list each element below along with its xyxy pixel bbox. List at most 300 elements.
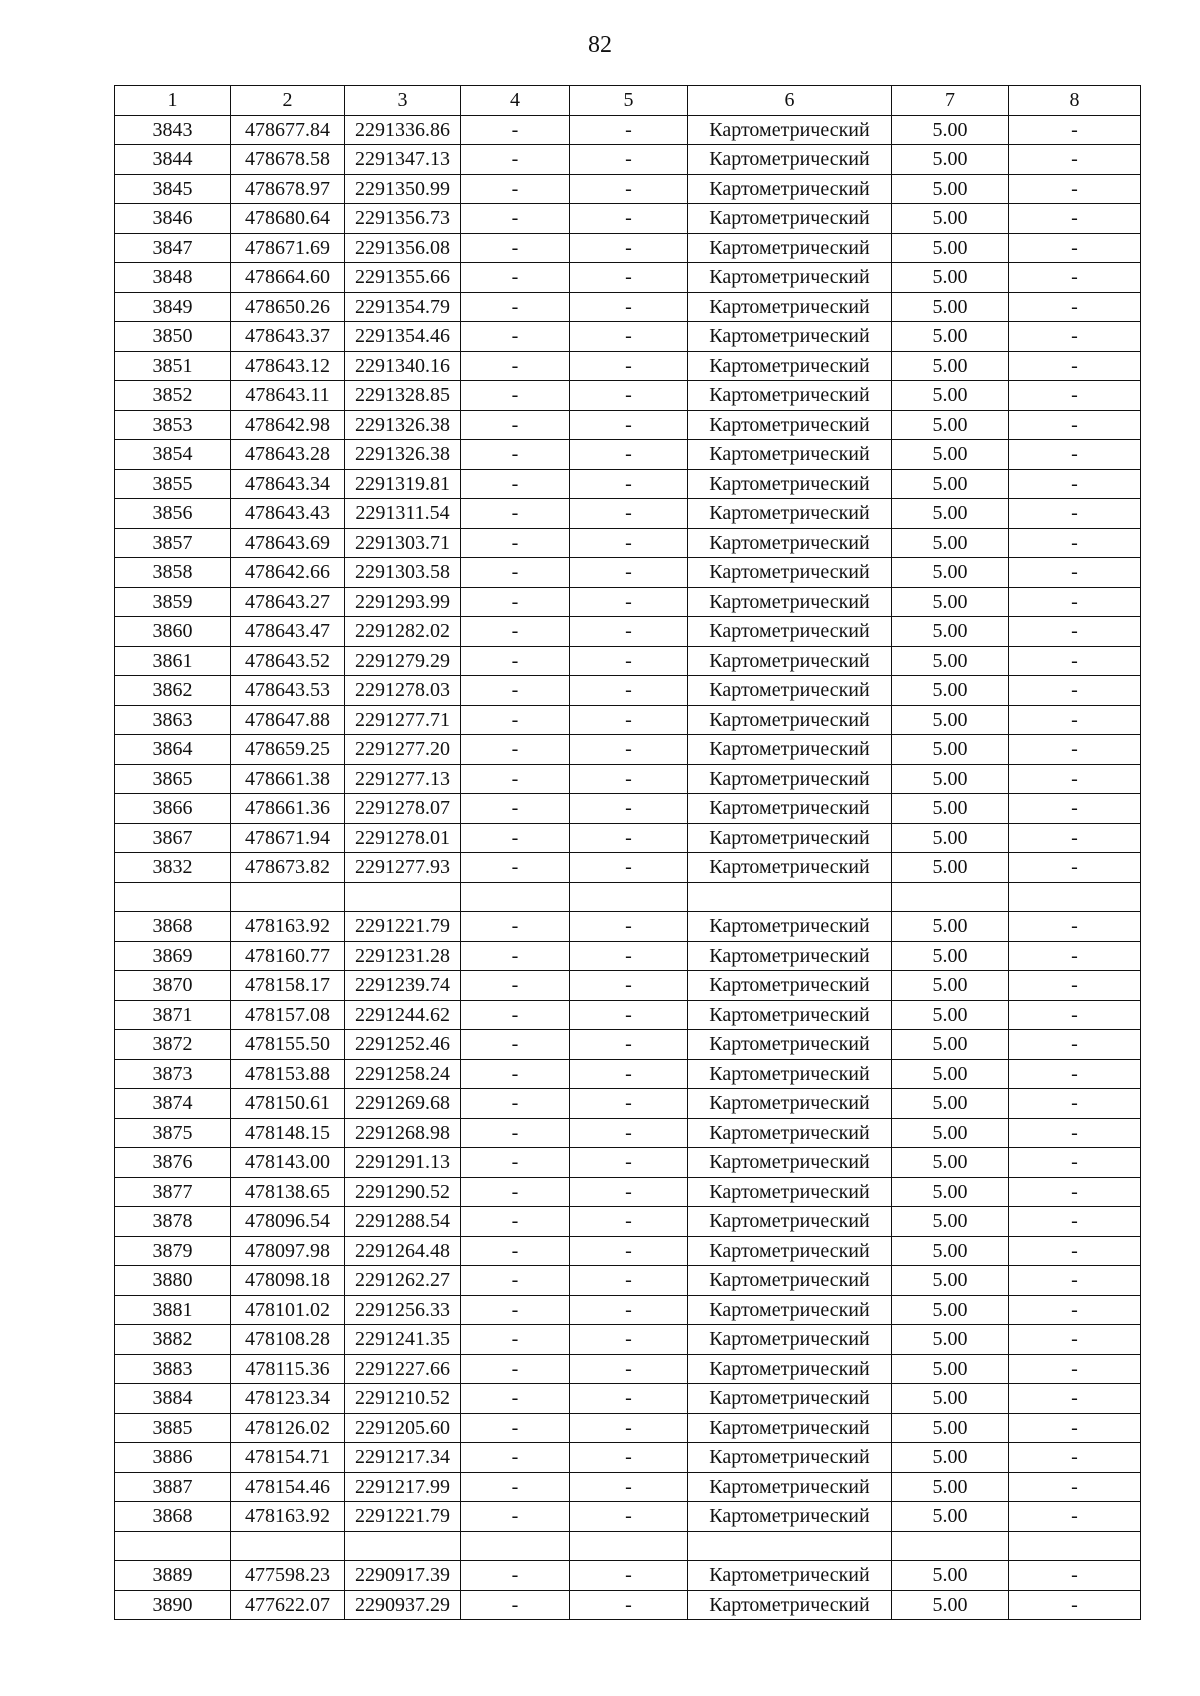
table-row [115,204,1141,234]
table-cell-col-4: - [461,1561,570,1591]
table-cell-col-2: 478650.26 [231,292,345,322]
table-cell-col-8 [1009,882,1141,912]
table-row [115,1295,1141,1325]
table-cell-col-4: - [461,292,570,322]
table-cell-col-4: - [461,676,570,706]
table-cell-col-3: 2291279.29 [345,646,461,676]
table-cell-col-2: 478678.97 [231,174,345,204]
table-separator-row [115,882,1141,912]
table-row [115,1236,1141,1266]
table-cell-col-3: 2291303.58 [345,558,461,588]
table-cell-col-8: - [1009,823,1141,853]
table-cell-col-7: 5.00 [892,853,1009,883]
table-cell-col-1: 3847 [115,233,231,263]
table-cell-col-2: 478138.65 [231,1177,345,1207]
table-cell-col-6: Картометрический [688,1177,892,1207]
table-cell-col-5: - [570,174,688,204]
table-row [115,174,1141,204]
table-cell-col-4: - [461,1000,570,1030]
table-cell-col-8: - [1009,1295,1141,1325]
table-cell-col-3: 2290937.29 [345,1590,461,1620]
table-cell-col-3: 2291290.52 [345,1177,461,1207]
table-cell-col-5: - [570,1177,688,1207]
table-cell-col-8: - [1009,587,1141,617]
table-cell-col-2: 478643.37 [231,322,345,352]
table-cell-col-4: - [461,1118,570,1148]
table-cell-col-6: Картометрический [688,1295,892,1325]
table-cell-col-6: Картометрический [688,233,892,263]
table-cell-col-7: 5.00 [892,292,1009,322]
table-cell-col-5: - [570,528,688,558]
table-row [115,1030,1141,1060]
column-header-1: 1 [115,86,231,116]
table-row [115,794,1141,824]
table-cell-col-2: 478643.43 [231,499,345,529]
table-cell-col-6: Картометрический [688,351,892,381]
table-cell-col-5: - [570,705,688,735]
table-cell-col-8: - [1009,971,1141,1001]
table-cell-col-6: Картометрический [688,115,892,145]
table-cell-col-5: - [570,735,688,765]
table-cell-col-1: 3860 [115,617,231,647]
table-cell-col-6: Картометрический [688,764,892,794]
table-cell-col-4: - [461,1266,570,1296]
table-row [115,1207,1141,1237]
table-cell-col-7: 5.00 [892,1384,1009,1414]
table-cell-col-3: 2291217.99 [345,1472,461,1502]
table-cell-col-8: - [1009,1059,1141,1089]
table-row [115,1472,1141,1502]
table-cell-col-4: - [461,528,570,558]
table-cell-col-6: Картометрический [688,1325,892,1355]
table-cell-col-6: Картометрический [688,1561,892,1591]
table-cell-col-4: - [461,558,570,588]
table-cell-col-1: 3849 [115,292,231,322]
table-cell-col-1: 3881 [115,1295,231,1325]
table-row [115,1118,1141,1148]
table-cell-col-6: Картометрический [688,499,892,529]
table-cell-col-7: 5.00 [892,381,1009,411]
table-cell-col-4: - [461,912,570,942]
table-cell-col-6: Картометрический [688,705,892,735]
table-cell-col-5: - [570,381,688,411]
table-cell-col-4: - [461,1502,570,1532]
table-cell-col-7: 5.00 [892,1413,1009,1443]
table-cell-col-1: 3866 [115,794,231,824]
table-row [115,292,1141,322]
table-cell-col-1: 3879 [115,1236,231,1266]
table-cell-col-8: - [1009,558,1141,588]
table-cell-col-4: - [461,587,570,617]
table-cell-col-6: Картометрический [688,1118,892,1148]
table-cell-col-1: 3875 [115,1118,231,1148]
table-cell-col-4: - [461,1590,570,1620]
table-row [115,1000,1141,1030]
table-cell-col-1: 3868 [115,1502,231,1532]
table-cell-col-2: 478163.92 [231,1502,345,1532]
table-cell-col-8: - [1009,381,1141,411]
table-row [115,469,1141,499]
table-cell-col-5: - [570,440,688,470]
table-cell-col-2: 478647.88 [231,705,345,735]
table-row [115,676,1141,706]
table-cell-col-4: - [461,941,570,971]
table-cell-col-4: - [461,499,570,529]
table-cell-col-5: - [570,764,688,794]
table-cell-col-6: Картометрический [688,1000,892,1030]
table-cell-col-8: - [1009,1118,1141,1148]
table-cell-col-3: 2291205.60 [345,1413,461,1443]
table-cell-col-5: - [570,1472,688,1502]
table-separator-row [115,1531,1141,1561]
table-cell-col-7: 5.00 [892,233,1009,263]
table-cell-col-8: - [1009,1354,1141,1384]
table-body [115,115,1141,1620]
table-cell-col-7: 5.00 [892,558,1009,588]
table-cell-col-3: 2291239.74 [345,971,461,1001]
table-cell-col-4: - [461,1295,570,1325]
table-row [115,1502,1141,1532]
table-cell-col-4: - [461,440,570,470]
table-cell-col-3: 2291217.34 [345,1443,461,1473]
table-cell-col-3 [345,1531,461,1561]
table-cell-col-1: 3887 [115,1472,231,1502]
table-cell-col-7: 5.00 [892,1118,1009,1148]
table-cell-col-1: 3869 [115,941,231,971]
table-cell-col-8: - [1009,1177,1141,1207]
table-cell-col-6: Картометрический [688,1148,892,1178]
table-cell-col-1: 3886 [115,1443,231,1473]
table-cell-col-3: 2291354.79 [345,292,461,322]
table-cell-col-8: - [1009,735,1141,765]
table-cell-col-7: 5.00 [892,1325,1009,1355]
table-row [115,764,1141,794]
table-cell-col-1: 3832 [115,853,231,883]
table-cell-col-2: 478143.00 [231,1148,345,1178]
table-cell-col-6: Картометрический [688,1443,892,1473]
table-cell-col-1: 3845 [115,174,231,204]
table-cell-col-2: 478680.64 [231,204,345,234]
table-cell-col-7: 5.00 [892,971,1009,1001]
table-cell-col-8: - [1009,912,1141,942]
table-cell-col-6: Картометрический [688,794,892,824]
table-cell-col-2: 478642.66 [231,558,345,588]
table-cell-col-6: Картометрический [688,528,892,558]
table-cell-col-4: - [461,204,570,234]
table-cell-col-6 [688,1531,892,1561]
table-cell-col-8: - [1009,1000,1141,1030]
table-cell-col-4: - [461,174,570,204]
table-cell-col-7: 5.00 [892,351,1009,381]
table-row [115,233,1141,263]
table-cell-col-8: - [1009,204,1141,234]
column-header-4: 4 [461,86,570,116]
table-cell-col-5: - [570,1207,688,1237]
table-cell-col-2: 478643.53 [231,676,345,706]
table-cell-col-3: 2291277.93 [345,853,461,883]
table-cell-col-7: 5.00 [892,263,1009,293]
table-cell-col-4: - [461,233,570,263]
table-cell-col-8: - [1009,853,1141,883]
table-cell-col-1: 3858 [115,558,231,588]
table-cell-col-7: 5.00 [892,1443,1009,1473]
table-cell-col-2: 478677.84 [231,115,345,145]
table-cell-col-6: Картометрический [688,587,892,617]
table-cell-col-8: - [1009,941,1141,971]
table-cell-col-7: 5.00 [892,764,1009,794]
table-cell-col-4: - [461,322,570,352]
table-cell-col-4: - [461,1236,570,1266]
table-cell-col-8: - [1009,1089,1141,1119]
table-cell-col-6: Картометрический [688,263,892,293]
table-cell-col-2: 478153.88 [231,1059,345,1089]
table-cell-col-6: Картометрический [688,735,892,765]
table-cell-col-7: 5.00 [892,587,1009,617]
table-cell-col-6: Картометрический [688,1502,892,1532]
table-cell-col-3: 2291221.79 [345,1502,461,1532]
page-number: 82 [588,32,612,58]
table-cell-col-3: 2291355.66 [345,263,461,293]
table-cell-col-1: 3844 [115,145,231,175]
table-cell-col-1: 3850 [115,322,231,352]
table-row [115,410,1141,440]
table-cell-col-2: 478643.11 [231,381,345,411]
table-cell-col-1: 3874 [115,1089,231,1119]
table-cell-col-2 [231,882,345,912]
table-cell-col-5: - [570,204,688,234]
table-cell-col-1: 3855 [115,469,231,499]
table-cell-col-3: 2291210.52 [345,1384,461,1414]
table-cell-col-1: 3862 [115,676,231,706]
table-cell-col-4: - [461,646,570,676]
table-cell-col-5: - [570,1118,688,1148]
table-cell-col-2: 477598.23 [231,1561,345,1591]
table-cell-col-4: - [461,145,570,175]
table-cell-col-6: Картометрический [688,469,892,499]
table-cell-col-7: 5.00 [892,1502,1009,1532]
table-cell-col-3: 2291288.54 [345,1207,461,1237]
table-cell-col-3: 2291278.07 [345,794,461,824]
table-cell-col-8: - [1009,263,1141,293]
table-cell-col-3: 2291311.54 [345,499,461,529]
table-cell-col-2: 478643.27 [231,587,345,617]
table-cell-col-5: - [570,499,688,529]
table-cell-col-5: - [570,263,688,293]
table-cell-col-2: 478643.12 [231,351,345,381]
table-cell-col-8: - [1009,764,1141,794]
table-cell-col-1 [115,1531,231,1561]
table-cell-col-7: 5.00 [892,1354,1009,1384]
table-cell-col-7: 5.00 [892,1590,1009,1620]
table-cell-col-1: 3873 [115,1059,231,1089]
table-cell-col-4: - [461,1089,570,1119]
table-cell-col-6: Картометрический [688,1059,892,1089]
table-cell-col-1: 3864 [115,735,231,765]
table-cell-col-5: - [570,145,688,175]
table-cell-col-2: 478671.69 [231,233,345,263]
column-header-8: 8 [1009,86,1141,116]
table-cell-col-2: 478659.25 [231,735,345,765]
table-cell-col-2: 478148.15 [231,1118,345,1148]
table-cell-col-5: - [570,941,688,971]
table-cell-col-3: 2291347.13 [345,145,461,175]
table-cell-col-5: - [570,469,688,499]
table-row [115,735,1141,765]
table-cell-col-6: Картометрический [688,971,892,1001]
table-cell-col-5: - [570,1354,688,1384]
table-cell-col-7: 5.00 [892,617,1009,647]
table-cell-col-7: 5.00 [892,1266,1009,1296]
table-cell-col-1: 3856 [115,499,231,529]
table-cell-col-6: Картометрический [688,204,892,234]
table-cell-col-3: 2291336.86 [345,115,461,145]
table-cell-col-3: 2291340.16 [345,351,461,381]
table-cell-col-3: 2291244.62 [345,1000,461,1030]
table-row [115,115,1141,145]
table-cell-col-1: 3865 [115,764,231,794]
table-cell-col-2: 478671.94 [231,823,345,853]
table-cell-col-2: 478108.28 [231,1325,345,1355]
table-cell-col-1: 3843 [115,115,231,145]
table-cell-col-2: 478115.36 [231,1354,345,1384]
table-cell-col-8: - [1009,1236,1141,1266]
table-cell-col-3: 2291328.85 [345,381,461,411]
table-cell-col-5: - [570,646,688,676]
table-cell-col-3: 2291291.13 [345,1148,461,1178]
column-header-7: 7 [892,86,1009,116]
table-cell-col-5: - [570,971,688,1001]
table-cell-col-6: Картометрический [688,1413,892,1443]
table-row [115,1177,1141,1207]
table-cell-col-3: 2291241.35 [345,1325,461,1355]
coordinates-table [114,85,1141,1620]
table-cell-col-1: 3889 [115,1561,231,1591]
table-cell-col-6: Картометрический [688,1354,892,1384]
table-cell-col-7: 5.00 [892,145,1009,175]
table-cell-col-8: - [1009,440,1141,470]
table-cell-col-2: 478643.52 [231,646,345,676]
table-cell-col-8: - [1009,499,1141,529]
table-cell-col-1: 3853 [115,410,231,440]
table-cell-col-7: 5.00 [892,174,1009,204]
table-cell-col-7: 5.00 [892,941,1009,971]
table-cell-col-2: 478157.08 [231,1000,345,1030]
table-cell-col-4: - [461,1177,570,1207]
table-cell-col-1: 3877 [115,1177,231,1207]
table-cell-col-6: Картометрический [688,292,892,322]
table-cell-col-8: - [1009,1443,1141,1473]
table-cell-col-5: - [570,1148,688,1178]
table-cell-col-7: 5.00 [892,528,1009,558]
table-cell-col-7: 5.00 [892,1059,1009,1089]
table-cell-col-5 [570,882,688,912]
table-cell-col-1: 3878 [115,1207,231,1237]
table-header-row [115,86,1141,116]
table-cell-col-8: - [1009,676,1141,706]
table-cell-col-1: 3859 [115,587,231,617]
table-row [115,587,1141,617]
table-cell-col-8: - [1009,292,1141,322]
table-cell-col-4: - [461,1384,570,1414]
table-row [115,705,1141,735]
table-cell-col-6: Картометрический [688,440,892,470]
table-cell-col-4: - [461,853,570,883]
table-cell-col-7 [892,1531,1009,1561]
table-cell-col-5: - [570,233,688,263]
table-cell-col-2: 478643.34 [231,469,345,499]
table-cell-col-8: - [1009,1266,1141,1296]
table-row [115,941,1141,971]
table-cell-col-5: - [570,1590,688,1620]
table-row [115,823,1141,853]
table-cell-col-7: 5.00 [892,1030,1009,1060]
table-cell-col-5: - [570,912,688,942]
table-cell-col-7: 5.00 [892,676,1009,706]
table-row [115,322,1141,352]
table-cell-col-6: Картометрический [688,617,892,647]
table-cell-col-6: Картометрический [688,381,892,411]
table-cell-col-5: - [570,1000,688,1030]
table-cell-col-7: 5.00 [892,1561,1009,1591]
table-cell-col-4: - [461,764,570,794]
table-cell-col-8: - [1009,1561,1141,1591]
table-cell-col-5: - [570,794,688,824]
table-row [115,1266,1141,1296]
table-cell-col-1: 3846 [115,204,231,234]
table-cell-col-3: 2291303.71 [345,528,461,558]
table-row [115,1059,1141,1089]
table-cell-col-8: - [1009,794,1141,824]
table-cell-col-2: 478150.61 [231,1089,345,1119]
table-cell-col-2: 478643.69 [231,528,345,558]
table-cell-col-6: Картометрический [688,1089,892,1119]
table-cell-col-6 [688,882,892,912]
table-row [115,263,1141,293]
table-cell-col-1: 3883 [115,1354,231,1384]
table-cell-col-2: 478126.02 [231,1413,345,1443]
table-cell-col-7: 5.00 [892,646,1009,676]
table-cell-col-1: 3868 [115,912,231,942]
table-cell-col-5: - [570,1295,688,1325]
table-cell-col-1: 3861 [115,646,231,676]
table-cell-col-4: - [461,617,570,647]
table-cell-col-5: - [570,587,688,617]
table-cell-col-3: 2291262.27 [345,1266,461,1296]
table-cell-col-2: 478661.38 [231,764,345,794]
table-cell-col-3: 2291278.03 [345,676,461,706]
table-cell-col-2: 478155.50 [231,1030,345,1060]
table-cell-col-2: 478123.34 [231,1384,345,1414]
table-cell-col-7: 5.00 [892,1148,1009,1178]
table-cell-col-7: 5.00 [892,1295,1009,1325]
table-cell-col-3: 2291326.38 [345,410,461,440]
table-cell-col-6: Картометрический [688,941,892,971]
table-cell-col-4: - [461,115,570,145]
table-cell-col-3: 2291326.38 [345,440,461,470]
table-cell-col-6: Картометрический [688,676,892,706]
table-cell-col-1: 3867 [115,823,231,853]
table-cell-col-1 [115,882,231,912]
table-cell-col-4: - [461,1030,570,1060]
table-row [115,1325,1141,1355]
table-cell-col-8: - [1009,1148,1141,1178]
table-cell-col-4: - [461,1443,570,1473]
table-cell-col-5: - [570,1561,688,1591]
column-header-2: 2 [231,86,345,116]
table-cell-col-2: 478154.46 [231,1472,345,1502]
table-cell-col-6: Картометрический [688,1236,892,1266]
table-row [115,381,1141,411]
